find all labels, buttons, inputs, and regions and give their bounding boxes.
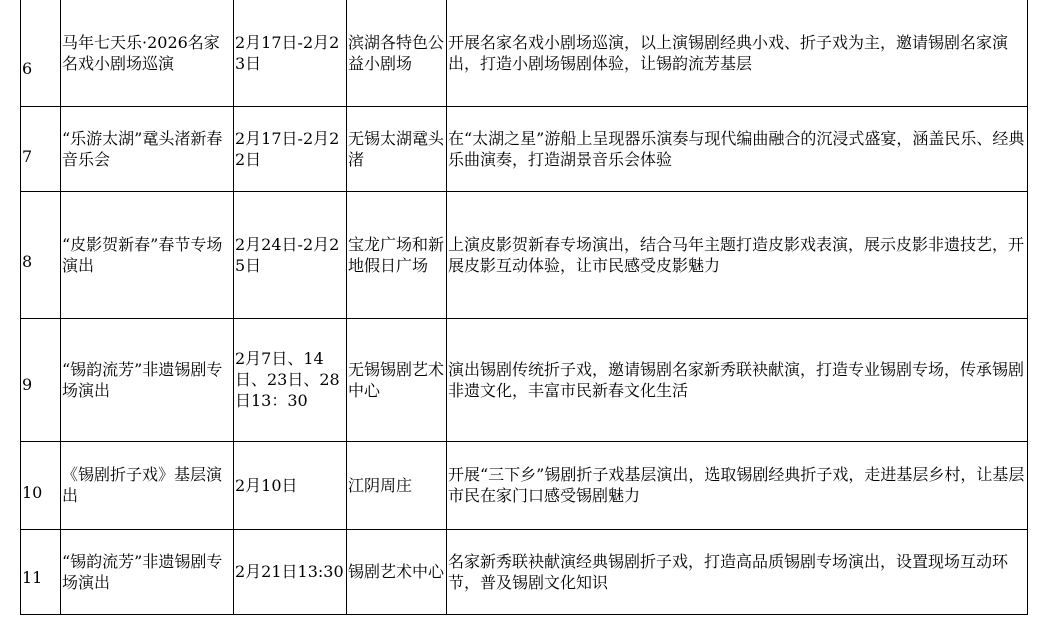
event-name: “锡韵流芳”非遗锡剧专场演出	[61, 529, 234, 614]
table-row	[21, 441, 1028, 529]
events-table	[20, 0, 1028, 615]
event-description: 演出锡剧传统折子戏，邀请锡剧名家新秀联袂献演，打造专业锡剧专场，传承锡剧非遗文化，丰富市民新春文化生活	[447, 318, 1028, 441]
event-venue: 锡剧艺术中心	[347, 529, 447, 614]
event-venue: 无锡太湖鼋头渚	[347, 106, 447, 191]
row-number: 11	[21, 529, 61, 614]
event-description: 在“太湖之星”游船上呈现器乐演奏与现代编曲融合的沉浸式盛宴，涵盖民乐、经典乐曲演奏，打造湖景音乐会体验	[447, 106, 1028, 191]
event-venue: 江阴周庄	[347, 441, 447, 529]
table-row	[21, 191, 1028, 318]
event-name: 《锡剧折子戏》基层演出	[61, 441, 234, 529]
event-description: 开展“三下乡”锡剧折子戏基层演出，选取锡剧经典折子戏，走进基层乡村，让基层市民在家门口感受锡剧魅力	[447, 441, 1028, 529]
event-name: “锡韵流芳”非遗锡剧专场演出	[61, 318, 234, 441]
table-row	[21, 318, 1028, 441]
event-date: 2月24日-2月25日	[234, 191, 347, 318]
event-description: 上演皮影贺新春专场演出，结合马年主题打造皮影戏表演，展示皮影非遗技艺，开展皮影互动体验，让市民感受皮影魅力	[447, 191, 1028, 318]
event-date: 2月10日	[234, 441, 347, 529]
event-date: 2月7日、14日、23日、28日13：30	[234, 318, 347, 441]
row-number: 8	[21, 191, 61, 318]
event-name: “皮影贺新春”春节专场演出	[61, 191, 234, 318]
table-row	[21, 529, 1028, 614]
event-venue: 宝龙广场和新地假日广场	[347, 191, 447, 318]
event-description: 开展名家名戏小剧场巡演，以上演锡剧经典小戏、折子戏为主，邀请锡剧名家演出，打造小剧场锡剧体验，让锡韵流芳基层	[447, 0, 1028, 106]
row-number: 10	[21, 441, 61, 529]
event-name: 马年七天乐·2026名家名戏小剧场巡演	[61, 0, 234, 106]
row-number: 6	[21, 0, 61, 106]
event-name: “乐游太湖”鼋头渚新春音乐会	[61, 106, 234, 191]
event-description: 名家新秀联袂献演经典锡剧折子戏，打造高品质锡剧专场演出，设置现场互动环节，普及锡剧文化知识	[447, 529, 1028, 614]
event-venue: 滨湖各特色公益小剧场	[347, 0, 447, 106]
table-row	[21, 0, 1028, 106]
row-number: 9	[21, 318, 61, 441]
row-number: 7	[21, 106, 61, 191]
event-date: 2月17日-2月22日	[234, 106, 347, 191]
table-row	[21, 106, 1028, 191]
event-venue: 无锡锡剧艺术中心	[347, 318, 447, 441]
event-date: 2月17日-2月23日	[234, 0, 347, 106]
event-date: 2月21日13:30	[234, 529, 347, 614]
